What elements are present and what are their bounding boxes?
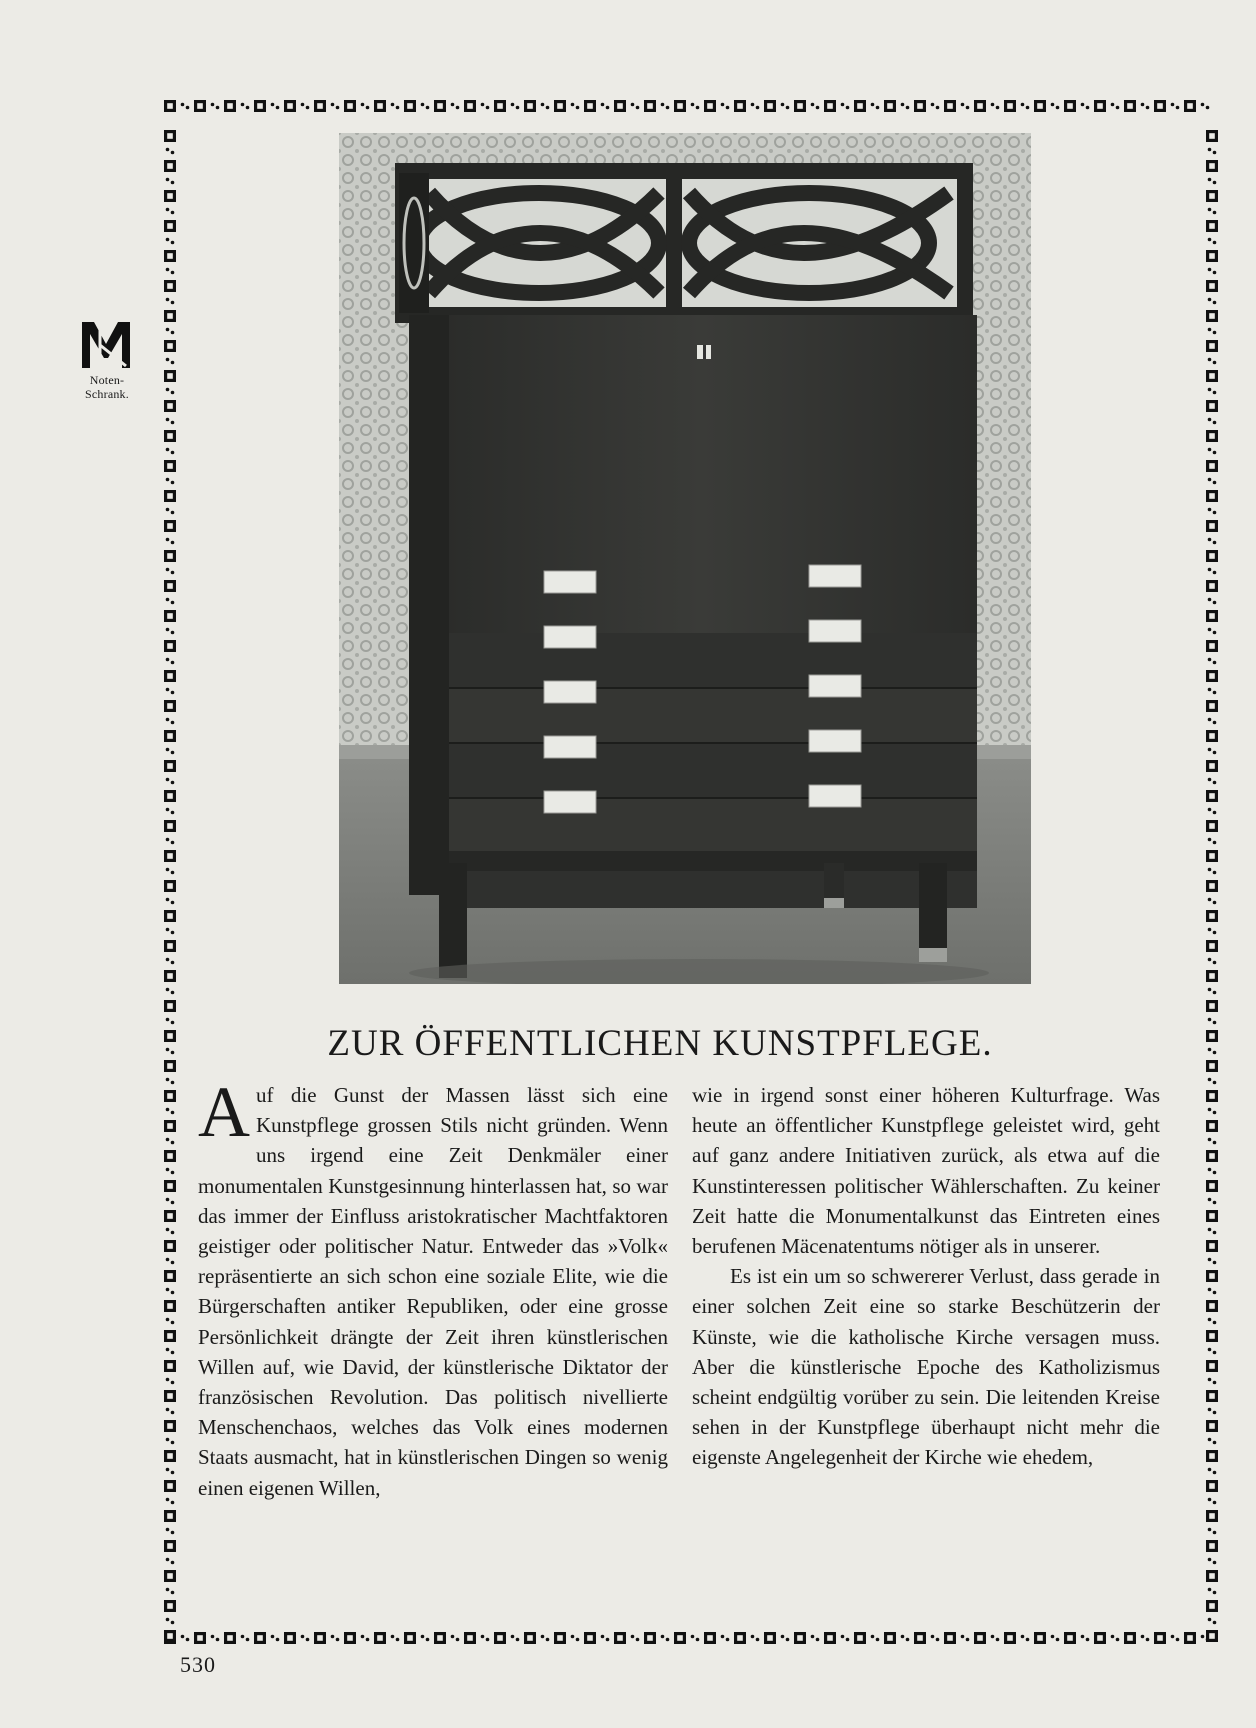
paragraph: wie in irgend sonst einer höheren Kulturfrage. Was heute an öffentlicher Kunstpflege geleistet wird, geht auf ganz andere Initiativen zurück, als etwa auf die Kunstinteressen politischer Wählerschaften. Zu keiner Zeit hatte die Monumentalkunst das Eintreten eines berufenen Mäcenatentums nötiger als in unserer. — [692, 1083, 1160, 1259]
text-column-right — [692, 1080, 1160, 1473]
side-caption — [62, 373, 152, 401]
mk-monogram-logo — [78, 318, 134, 370]
cabinet-photograph — [339, 133, 1031, 984]
article-headline: ZUR ÖFFENTLICHEN KUNSTPFLEGE. — [327, 1023, 993, 1064]
paragraph: uf die Gunst der Massen lässt sich eine Kunstpflege grossen Stils nicht gründen. Wenn uns irgend eine Zeit Denkmäler einer monumentalen Kunstgesinnung hinterlassen hat, so war das immer der Einfluss aristokratischer Machtfaktoren geistiger oder politischer Natur. Entweder das »Volk« repräsentierte an sich schon eine soziale Elite, wie die Bürgerschaften antiker Republiken, oder eine grosse Persönlichkeit drängte der Zeit ihren künstlerischen Willen auf, wie David, der künstlerische Diktator der französischen Revolution. Das politisch nivellierte Menschenchaos, welches das Volk eines modernen Staats ausmacht, hat in künstlerischen Dingen so wenig einen eigenen Willen, — [198, 1083, 668, 1500]
text-column-left — [198, 1072, 668, 1503]
side-caption-line: Noten- — [89, 373, 125, 387]
drop-cap: A — [198, 1072, 250, 1152]
side-caption-line: Schrank. — [85, 387, 129, 401]
page-number: 530 — [180, 1652, 216, 1677]
paragraph: Es ist ein um so schwererer Verlust, dass gerade in einer solchen Zeit eine so starke Beschützerin der Künste, wie die katholische Kirche versagen muss. Aber die künstlerische Epoche des Katholizismus scheint endgültig vorüber zu sein. Die leitenden Kreise sehen in der Kunstpflege überhaupt nicht mehr die eigenste Angelegenheit der Kirche wie ehedem, — [692, 1264, 1160, 1470]
